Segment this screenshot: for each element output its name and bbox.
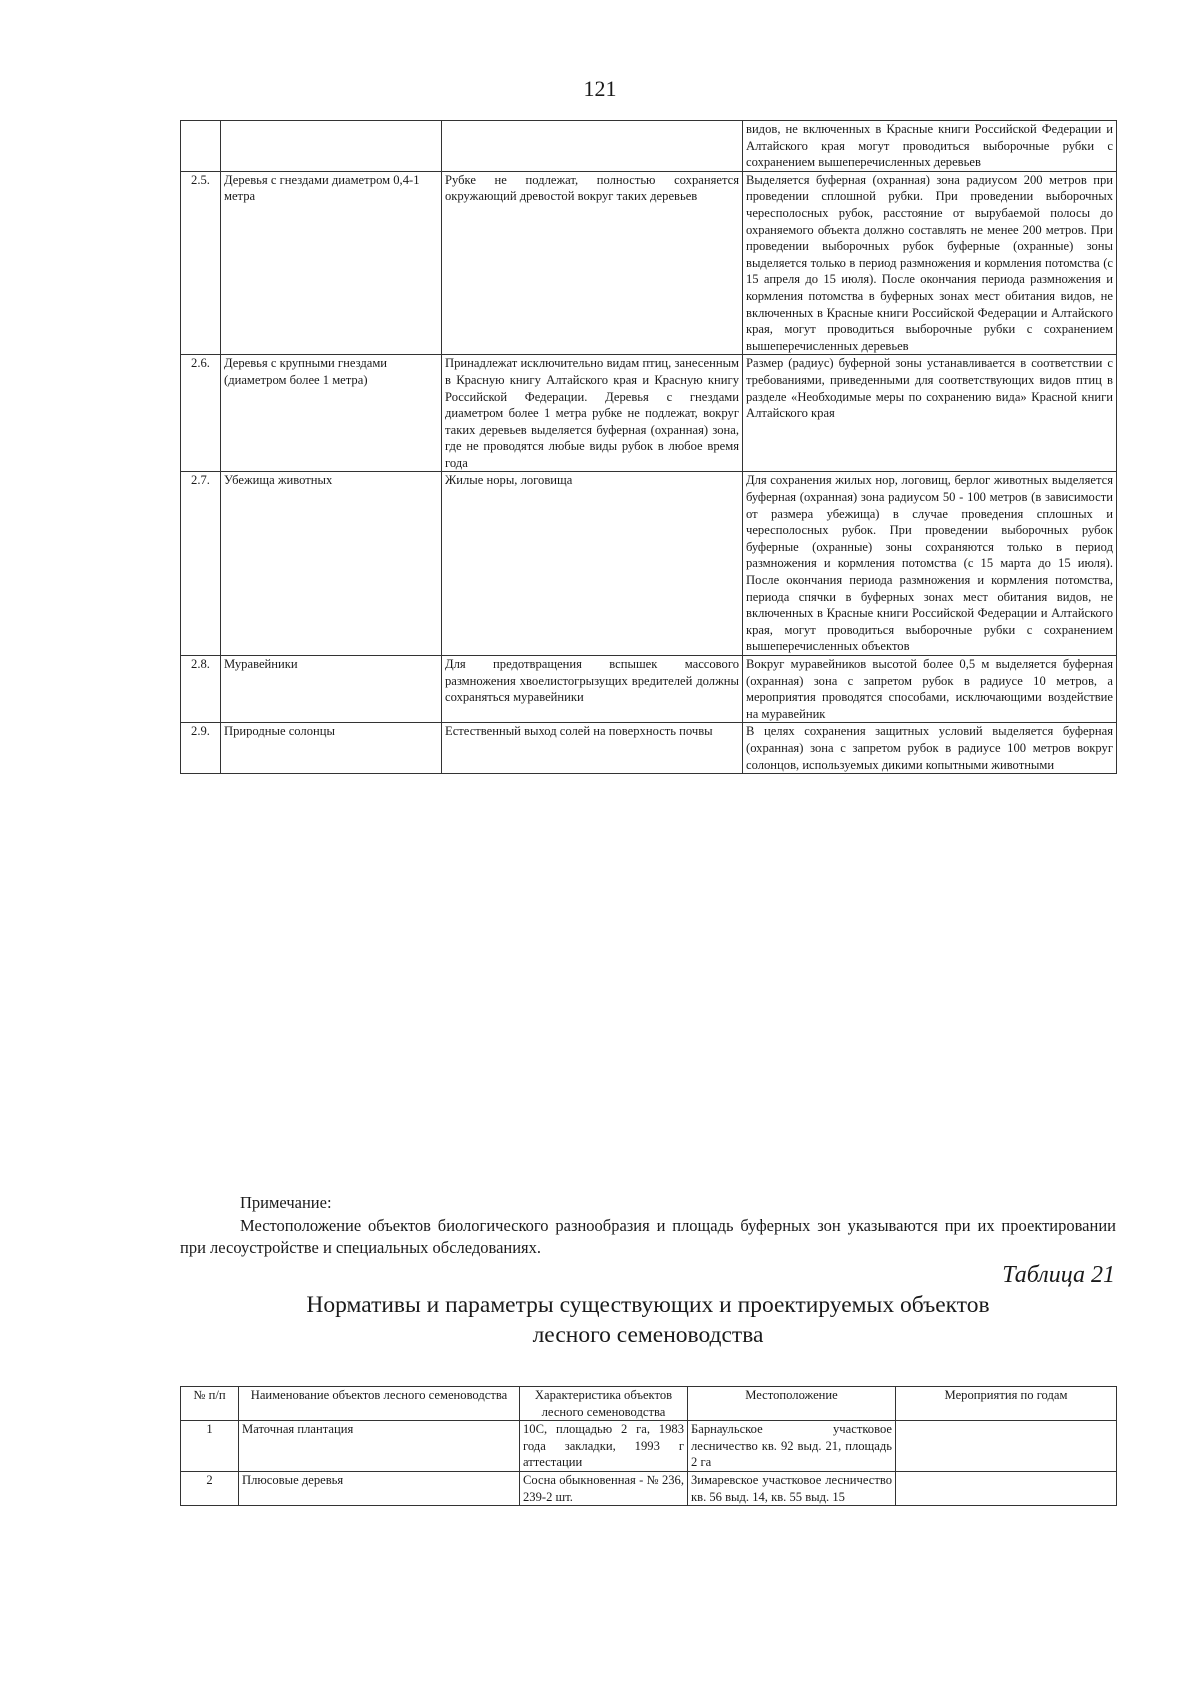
column-header: Местоположение — [688, 1387, 896, 1421]
column-header: № п/п — [181, 1387, 239, 1421]
object-requirement: Жилые норы, логовища — [442, 472, 743, 656]
table-row — [181, 121, 1117, 172]
column-header: Характеристика объектов лесного семеноводства — [520, 1387, 688, 1421]
object-measures: В целях сохранения защитных условий выделяется буферная (охранная) зона с запретом рубок в радиусе 100 метров вокруг солонцов, используемых дикими копытными животными — [743, 723, 1117, 774]
note-text: Местоположение объектов биологического разнообразия и площадь буферных зон указываются при их проектировании при лесоустройстве и специальных обследованиях. — [180, 1216, 1116, 1257]
row-number: 2.5. — [181, 171, 221, 355]
object-yearly-measures — [896, 1471, 1117, 1505]
row-number: 2.6. — [181, 355, 221, 472]
object-requirement: Рубке не подлежат, полностью сохраняется окружающий древостой вокруг таких деревьев — [442, 171, 743, 355]
object-measures: Вокруг муравейников высотой более 0,5 м выделяется буферная (охранная) зона с запретом рубок в радиусе 10 метров, а мероприятия проводятся способами, исключающими воздействие на муравейник — [743, 656, 1117, 723]
table-title — [180, 1290, 1116, 1350]
table-row — [181, 656, 1117, 723]
table-row — [181, 1421, 1117, 1472]
object-yearly-measures — [896, 1421, 1117, 1472]
object-name: Убежища животных — [221, 472, 442, 656]
object-measures: Выделяется буферная (охранная) зона радиусом 200 метров при проведении сплошной рубки. При проведении выборочных чересполосных рубок, расстояние от вырубаемой полосы до охраняемого объекта должно составлять не менее 200 метров. При проведении выборочных рубок буферные (охранные) зоны выделяется только в период размножения и кормления потомства (с 15 апреля до 15 июля). После окончания периода размножения и кормления потомства в буферных зонах мест обитания видов, не включенных в Красные книги Российской Федерации и Алтайского края, могут проводиться выборочные рубки с сохранением вышеперечисленных деревьев — [743, 171, 1117, 355]
object-name: Деревья с гнездами диаметром 0,4-1 метра — [221, 171, 442, 355]
table-header-row — [181, 1387, 1117, 1421]
object-name: Муравейники — [221, 656, 442, 723]
object-characteristics: 10С, площадью 2 га, 1983 года закладки, 1993 г аттестации — [520, 1421, 688, 1472]
object-measures: Размер (радиус) буферной зоны устанавливается в соответствии с требованиями, приведенными для соответствующих видов птиц в разделе «Необходимые меры по сохранению вида» Красной книги Алтайского края — [743, 355, 1117, 472]
row-number: 2.9. — [181, 723, 221, 774]
object-name: Природные солонцы — [221, 723, 442, 774]
row-number: 2.7. — [181, 472, 221, 656]
object-requirement: Принадлежат исключительно видам птиц, занесенным в Красную книгу Алтайского края и Красную книгу Российской Федерации. Деревья с гнездами диаметром более 1 метра рубке не подлежат, вокруг таких деревьев выделяется буферная (охранная) зона, где не проводятся любые виды рубок в любое время года — [442, 355, 743, 472]
biodiversity-objects-table — [180, 120, 1117, 774]
page-number: 121 — [583, 76, 617, 101]
object-name — [221, 121, 442, 172]
object-name: Деревья с крупными гнездами (диаметром более 1 метра) — [221, 355, 442, 472]
object-measures: видов, не включенных в Красные книги Российской Федерации и Алтайского края могут проводиться выборочные рубки с сохранением вышеперечисленных деревьев — [743, 121, 1117, 172]
note-label: Примечание: — [240, 1193, 332, 1212]
table-row — [181, 355, 1117, 472]
object-measures: Для сохранения жилых нор, логовищ, берлог животных выделяется буферная (охранная) зона радиусом 50 - 100 метров (в зависимости от размера убежища) в случае проведения сплошных и чересполосных рубок. При проведении выборочных рубок буферные (охранные) зоны сохраняются только в период размножения и кормления потомства (с 15 марта до 15 июля). После окончания периода размножения и кормления потомства, периода спячки в буферных зонах мест обитания видов, не включенных в Красные книги Российской Федерации и Алтайского края, могут проводиться выборочные рубки с сохранением вышеперечисленных объектов — [743, 472, 1117, 656]
object-name: Плюсовые деревья — [239, 1471, 520, 1505]
row-number: 2 — [181, 1471, 239, 1505]
seed-objects-table — [180, 1386, 1117, 1506]
row-number: 1 — [181, 1421, 239, 1472]
table-title-line: лесного семеноводства — [532, 1322, 764, 1348]
table-row — [181, 171, 1117, 355]
table-row — [181, 472, 1117, 656]
table-title-line: Нормативы и параметры существующих и проектируемых объектов — [306, 1292, 990, 1318]
table-row — [181, 1471, 1117, 1505]
row-number — [181, 121, 221, 172]
column-header: Мероприятия по годам — [896, 1387, 1117, 1421]
row-number: 2.8. — [181, 656, 221, 723]
object-name: Маточная плантация — [239, 1421, 520, 1472]
object-requirement — [442, 121, 743, 172]
object-characteristics: Сосна обыкновенная - № 236, 239-2 шт. — [520, 1471, 688, 1505]
object-requirement: Для предотвращения вспышек массового размножения хвоелистогрызущих вредителей должны сохраняться муравейники — [442, 656, 743, 723]
object-location: Зимаревское участковое лесничество кв. 56 выд. 14, кв. 55 выд. 15 — [688, 1471, 896, 1505]
object-location: Барнаульское участковое лесничество кв. 92 выд. 21, площадь 2 га — [688, 1421, 896, 1472]
column-header: Наименование объектов лесного семеноводства — [239, 1387, 520, 1421]
table-row — [181, 723, 1117, 774]
table-label: Таблица 21 — [1002, 1262, 1115, 1288]
object-requirement: Естественный выход солей на поверхность почвы — [442, 723, 743, 774]
